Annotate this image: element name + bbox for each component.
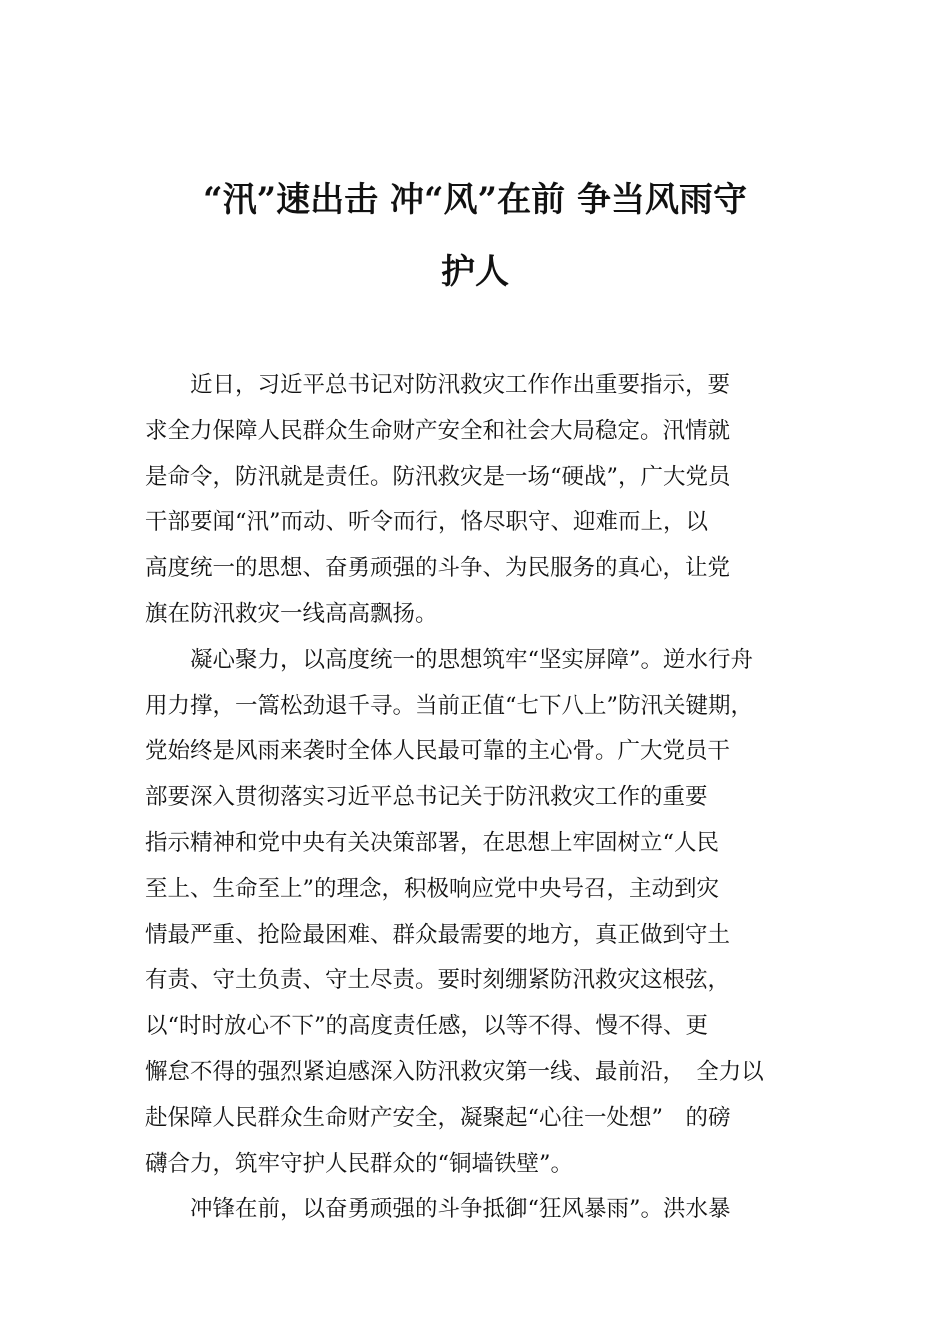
body-line: 以“时时放心不下”的高度责任感，以等不得、慢不得、更: [145, 1013, 709, 1040]
body-line: 礴合力，筑牢守护人民群众的“铜墙铁壁”。: [145, 1150, 574, 1177]
body-line: 冲锋在前，以奋勇顽强的斗争抵御“狂风暴雨”。洪水暴: [145, 1196, 731, 1223]
body-line: 情最严重、抢险最困难、群众最需要的地方，真正做到守土: [145, 921, 731, 948]
body-line: 至上、生命至上”的理念，积极响应党中央号召，主动到灾: [145, 875, 720, 902]
body-line: 高度统一的思想、奋勇顽强的斗争、为民服务的真心，让党: [145, 555, 731, 582]
body-line: 求全力保障人民群众生命财产安全和社会大局稳定。汛情就: [145, 417, 731, 444]
body-line: 干部要闻“汛”而动、听令而行，恪尽职守、迎难而上，以: [145, 509, 709, 536]
body-line: 近日，习近平总书记对防汛救灾工作作出重要指示，要: [145, 372, 731, 398]
body-line: 赴保障人民群众生命财产安全，凝聚起“心往一处想” 的磅: [145, 1104, 731, 1131]
body-line: 旗在防汛救灾一线高高飘扬。: [145, 600, 438, 627]
document-title-line-2: 护人: [441, 252, 509, 292]
document-title-line-1: “汛”速出击 冲“风”在前 争当风雨守: [203, 180, 747, 220]
body-line: 凝心聚力，以高度统一的思想筑牢“坚实屏障”。逆水行舟: [145, 646, 754, 673]
body-line: 部要深入贯彻落实习近平总书记关于防汛救灾工作的重要: [145, 784, 708, 811]
body-line: 党始终是风雨来袭时全体人民最可靠的主心骨。广大党员干: [145, 738, 731, 765]
body-line: 指示精神和党中央有关决策部署，在思想上牢固树立“人民: [145, 829, 720, 856]
body-line: 有责、守土负责、守土尽责。要时刻绷紧防汛救灾这根弦，: [145, 967, 731, 994]
document-body: [145, 363, 845, 1233]
body-line: 是命令，防汛就是责任。防汛救灾是一场“硬战”，广大党员: [145, 463, 731, 490]
body-line: 用力撑，一篙松劲退千寻。当前正值“七下八上”防汛关键期，: [145, 692, 754, 719]
body-line: 懈怠不得的强烈紧迫感深入防汛救灾第一线、最前沿， 全力以: [145, 1058, 764, 1085]
